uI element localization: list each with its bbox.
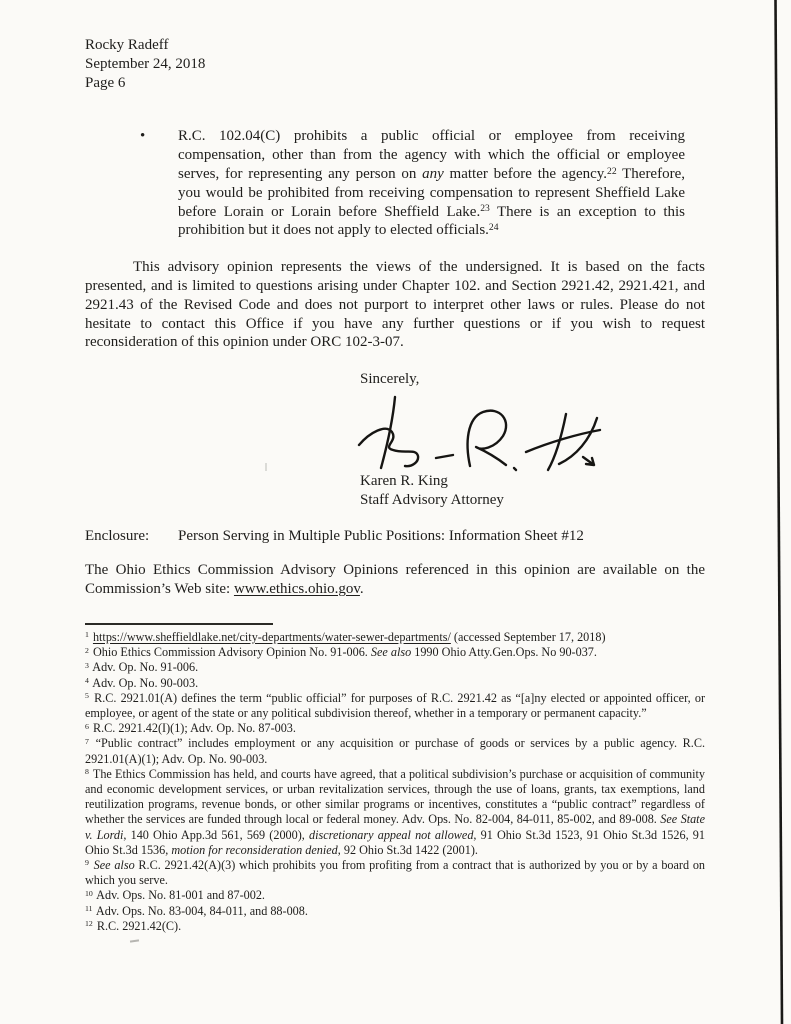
signer-title: Staff Advisory Attorney xyxy=(360,491,504,508)
closing-paragraph: This advisory opinion represents the views of the undersigned. It is based on the facts presented, and is limited to questions arising under Chapter 102. and Section 2921.42, 2921.421, and 2921.43 of the Revised Code and does not purport to interpret other laws or rules. Please do not hesitate to contact this Office if you have any further questions or if you wish to request reconsideration of this opinion under ORC 102-3-07. xyxy=(85,259,705,351)
footnote-item: $^9$ See also R.C. 2921.42(A)(3) which prohibits you from profiting from a contract that is authorized by you or by a board on which you serve. xyxy=(85,857,706,888)
scan-speck xyxy=(130,939,139,942)
footnote-item: $^6$ R.C. 2921.42(I)(1); Adv. Op. No. 87-003. xyxy=(85,721,296,736)
availability-paragraph: The Ohio Ethics Commission Advisory Opinions referenced in this opinion are available on the Commission’s Web site: www.ethics.ohio.gov. xyxy=(85,562,705,598)
footnotes-list xyxy=(85,630,705,934)
page-number: Page 6 xyxy=(85,74,126,91)
footnote-number: 11 xyxy=(85,904,93,914)
bullet-paragraph: R.C. 102.04(C) prohibits a public official or employee from receiving compensation, other than from the agency with which the official or employee serves, for representing any person on any matter before the agency.$^{22}$ Therefore, you would be prohibited from receiving compensation to represent Sheffield Lake before Lorain or Lorain before Sheffield Lake.$^{23}$ There is an exception to this prohibition but it does not apply to elected officials.$^{24}$ xyxy=(178,128,685,239)
scan-speck xyxy=(265,463,267,471)
footnote-item: $^{12}$ R.C. 2921.42(C). xyxy=(85,918,182,933)
footnote-number: 9 xyxy=(85,858,89,868)
footnote-separator xyxy=(85,623,273,625)
enclosure-row xyxy=(85,527,705,546)
enclosure-label: Enclosure: xyxy=(85,527,150,544)
footnote-number: 4 xyxy=(85,676,89,686)
signer-name: Karen R. King xyxy=(360,472,448,489)
footnote-item: $^2$ Ohio Ethics Commission Advisory Opinion No. 91-006. See also 1990 Ohio Atty.Gen.Ops. No 90-037. xyxy=(85,645,597,660)
footnote-item: $^1$ https://www.sheffieldlake.net/city-departments/water-sewer-departments/ (accessed September 17, 2018) xyxy=(85,629,606,644)
footnote-item: $^4$ Adv. Op. No. 90-003. xyxy=(85,675,199,690)
footnote-number: 12 xyxy=(85,919,93,929)
footnote-number: 1 xyxy=(85,630,89,640)
footnote-number: 6 xyxy=(85,721,89,731)
enclosure-text: Person Serving in Multiple Public Positions: Information Sheet #12 xyxy=(178,527,584,544)
salutation: Sincerely, xyxy=(360,371,420,388)
recipient-name: Rocky Radeff xyxy=(85,37,169,53)
footnote-number: 7 xyxy=(85,736,89,746)
scan-artifact-line xyxy=(776,0,783,1024)
letter-date: September 24, 2018 xyxy=(85,55,206,72)
footnote-number: 10 xyxy=(85,888,93,898)
footnote-number: 2 xyxy=(85,645,89,655)
bullet-marker: • xyxy=(140,128,146,145)
footnote-number: 8 xyxy=(85,767,89,777)
letter-header xyxy=(85,36,705,92)
bullet-item xyxy=(140,127,685,240)
footnote-item: $^5$ R.C. 2921.01(A) defines the term “public official” for purposes of R.C. 2921.42 as “[a]ny elected or appointed officer, or employee, or agent of the state or any political subdivision thereof, whether in a temporary or permanent capacity.” xyxy=(85,690,705,720)
footnote-item: $^3$ Adv. Op. No. 91-006. xyxy=(85,660,199,675)
footnote-number: 5 xyxy=(85,691,89,701)
footnote-item: $^7$ “Public contract” includes employment or any acquisition or purchase of goods or services by a public agency. R.C. 2921.01(A)(1); Adv. Op. No. 90-003. xyxy=(85,736,706,766)
footnote-item: $^{11}$ Adv. Ops. No. 83-004, 84-011, and 88-008. xyxy=(85,903,308,918)
handwritten-signature xyxy=(354,394,604,472)
signature-block xyxy=(360,370,705,509)
footnote-item: $^8$ The Ethics Commission has held, and courts have agreed, that a political subdivision’s purchase or acquisition of community and economic development services, or urban revitalization services, through the use of loans, grants, tax exemptions, land reutilization programs, revenue bonds, or other similar programs or incentives, constitutes a “public contract” regardless of whether the services are funded through local or federal money. Adv. Ops. No. 82-004, 84-011, 85-002, and 89-008. See State v. Lordi, 140 Ohio App.3d 561, 569 (2000), discretionary appeal not allowed, 91 Ohio St.3d 1523, 91 Ohio St.3d 1526, 91 Ohio St.3d 1536, motion for reconsideration denied, 92 Ohio St.3d 1422 (2001). xyxy=(85,766,706,857)
footnote-item: $^{10}$ Adv. Ops. No. 81-001 and 87-002. xyxy=(85,888,265,903)
footnote-number: 3 xyxy=(85,660,89,670)
